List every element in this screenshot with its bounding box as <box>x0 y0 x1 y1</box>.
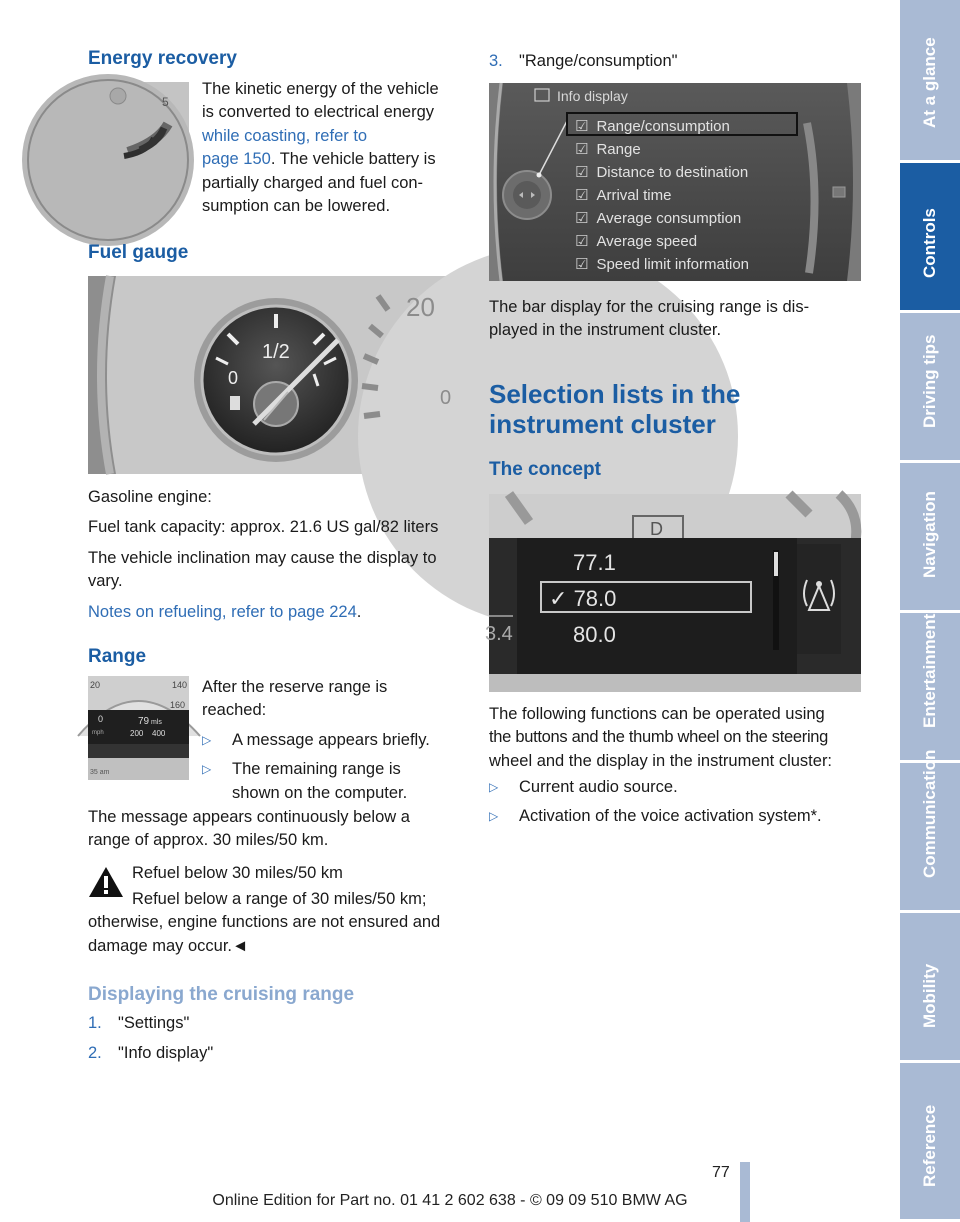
cruising-range-heading: Displaying the cruising range <box>88 984 355 1005</box>
step-2: 2. "Info display" <box>88 1044 214 1063</box>
bar-display-text: The bar display for the cruising range is dis- played in the instrument cluster. <box>489 298 810 340</box>
fuel-gauge-image <box>88 276 460 474</box>
speedo-20: 20 <box>406 292 435 322</box>
warning-title: Refuel below 30 miles/50 km <box>132 864 343 882</box>
selection-lists-heading: Selection lists in the instrument cluster <box>489 379 741 439</box>
list-value-3: 80.0 <box>573 622 616 647</box>
energy-line-4: partially charged and fuel con- <box>202 173 424 192</box>
triangle-right-icon: ▷ <box>202 762 212 777</box>
incline-line-1: The vehicle inclination may cause the display to <box>88 548 437 567</box>
check-icon: ☑ <box>575 256 589 273</box>
menu-item-distance[interactable]: ☑ Distance to destination <box>575 164 749 181</box>
check-icon: ☑ <box>575 141 589 158</box>
info-display-image <box>489 83 861 281</box>
list-value-1: 77.1 <box>573 550 616 575</box>
step-1: 1. "Settings" <box>88 1014 190 1032</box>
svg-text:35 am: 35 am <box>90 769 110 776</box>
concept-text: The following functions can be operated using the buttons and the thumb wheel on the steering wheel and the display in the instrument cluster: <box>489 705 833 770</box>
tab-mobility[interactable]: Mobility <box>900 913 960 1063</box>
triangle-right-icon: ▷ <box>202 732 212 747</box>
range-intro-2: reached: <box>202 701 267 720</box>
range-cluster-image <box>88 676 189 780</box>
energy-line-1: The kinetic energy of the vehicle <box>202 80 439 98</box>
menu-item-arrival[interactable]: ☑ Arrival time <box>575 187 672 204</box>
triangle-right-icon: ▷ <box>489 809 499 824</box>
gauge-half: 1/2 <box>262 341 290 363</box>
tab-communication[interactable]: Communication <box>900 763 960 913</box>
svg-text:20: 20 <box>90 680 101 690</box>
svg-text:mph: mph <box>92 730 104 736</box>
svg-text:200: 200 <box>130 729 144 738</box>
list-value-selected[interactable]: ✓ 78.0 <box>549 586 617 611</box>
energy-line-2: is converted to electrical energy <box>202 103 435 122</box>
range-heading: Range <box>88 646 147 667</box>
check-icon: ☑ <box>575 233 589 250</box>
energy-line-3: . The vehicle battery is <box>270 150 436 169</box>
page-150-link[interactable]: page 150 <box>202 150 271 169</box>
check-icon: ☑ <box>575 210 589 227</box>
energy-recovery-heading: Energy recovery <box>88 48 237 69</box>
gear-indicator: D <box>650 519 663 539</box>
menu-item-avg-consumption[interactable]: ☑ Average consumption <box>575 210 742 227</box>
chapter-tabs <box>900 0 960 1222</box>
incline-line-2: vary. <box>88 572 123 591</box>
svg-text:0: 0 <box>98 714 104 724</box>
energy-recovery-gauge-image <box>88 82 189 184</box>
range-intro-1: After the reserve range is <box>202 678 388 696</box>
footer-edition: Online Edition for Part no. 01 41 2 602 638 - © 09 09 510 BMW AG <box>212 1192 688 1209</box>
gasoline-engine-label: Gasoline engine: <box>88 488 212 506</box>
tab-at-a-glance[interactable]: At a glance <box>900 0 960 163</box>
tab-entertainment[interactable]: Entertainment <box>900 613 960 763</box>
svg-text:140: 140 <box>172 680 188 690</box>
menu-item-speed-limit[interactable]: ☑ Speed limit information <box>575 256 750 273</box>
concept-bullet-2: ▷ Activation of the voice activation system*. <box>489 805 869 828</box>
info-display-title: Info display <box>557 88 628 104</box>
tab-navigation[interactable]: Navigation <box>900 463 960 613</box>
concept-bullet-1: ▷ Current audio source. <box>489 776 869 799</box>
svg-text:160: 160 <box>170 700 186 710</box>
range-message-text: The message appears continuously below a range of approx. 30 miles/50 km. <box>88 808 410 850</box>
svg-text:400: 400 <box>152 729 166 738</box>
check-icon: ☑ <box>575 118 589 135</box>
tank-capacity: Fuel tank capacity: approx. 21.6 US gal/82 liters <box>88 518 439 537</box>
svg-text:mls: mls <box>151 719 162 726</box>
warning-text: Refuel below a range of 30 miles/50 km; otherwise, engine functions are not ensured and damage may occur.◄ <box>88 890 441 955</box>
step-3: 3. "Range/consumption" <box>489 52 678 70</box>
triangle-right-icon: ▷ <box>489 780 499 794</box>
tab-controls[interactable]: Controls <box>900 163 960 313</box>
energy-link-line[interactable]: while coasting, refer to <box>202 126 368 145</box>
check-icon: ☑ <box>575 164 589 181</box>
energy-line-5: sumption can be lowered. <box>202 197 391 216</box>
selection-list-image <box>485 494 861 692</box>
tab-driving-tips[interactable]: Driving tips <box>900 313 960 463</box>
fuel-gauge-text: Gasoline engine: Fuel tank capacity: approx. 21.6 US gal/82 liters The vehicle inclination may cause the display to vary. Notes on refueling, refer to page 224. <box>88 486 468 624</box>
tab-reference[interactable]: Reference <box>900 1063 960 1222</box>
range-bullet-1: ▷ A message appears briefly. <box>202 729 464 752</box>
speedo-0: 0 <box>440 387 452 409</box>
list-value-left: 3.4 <box>485 623 513 645</box>
energy-gauge-number: 5 <box>162 95 169 109</box>
refueling-notes-link[interactable]: Notes on refueling, refer to page 224 <box>88 602 357 621</box>
menu-item-range[interactable]: ☑ Range <box>575 141 641 158</box>
check-icon: ☑ <box>575 187 589 204</box>
range-bullet-2: ▷ The remaining range is shown on the computer. <box>202 758 464 805</box>
svg-text:79: 79 <box>138 716 150 727</box>
info-display-menu <box>575 115 749 276</box>
check-icon: ✓ <box>549 586 568 611</box>
gauge-zero: 0 <box>228 368 239 388</box>
cruising-steps <box>88 1012 468 1065</box>
page-number: 77 <box>712 1164 730 1181</box>
fuel-gauge-heading: Fuel gauge <box>88 242 189 263</box>
menu-item-range-consumption[interactable]: ☑ Range/consumption <box>575 118 730 135</box>
energy-recovery-text <box>202 78 462 219</box>
concept-heading: The concept <box>489 459 601 480</box>
menu-item-avg-speed[interactable]: ☑ Average speed <box>575 233 698 250</box>
concept-bullets <box>489 776 869 829</box>
range-text <box>202 676 464 805</box>
